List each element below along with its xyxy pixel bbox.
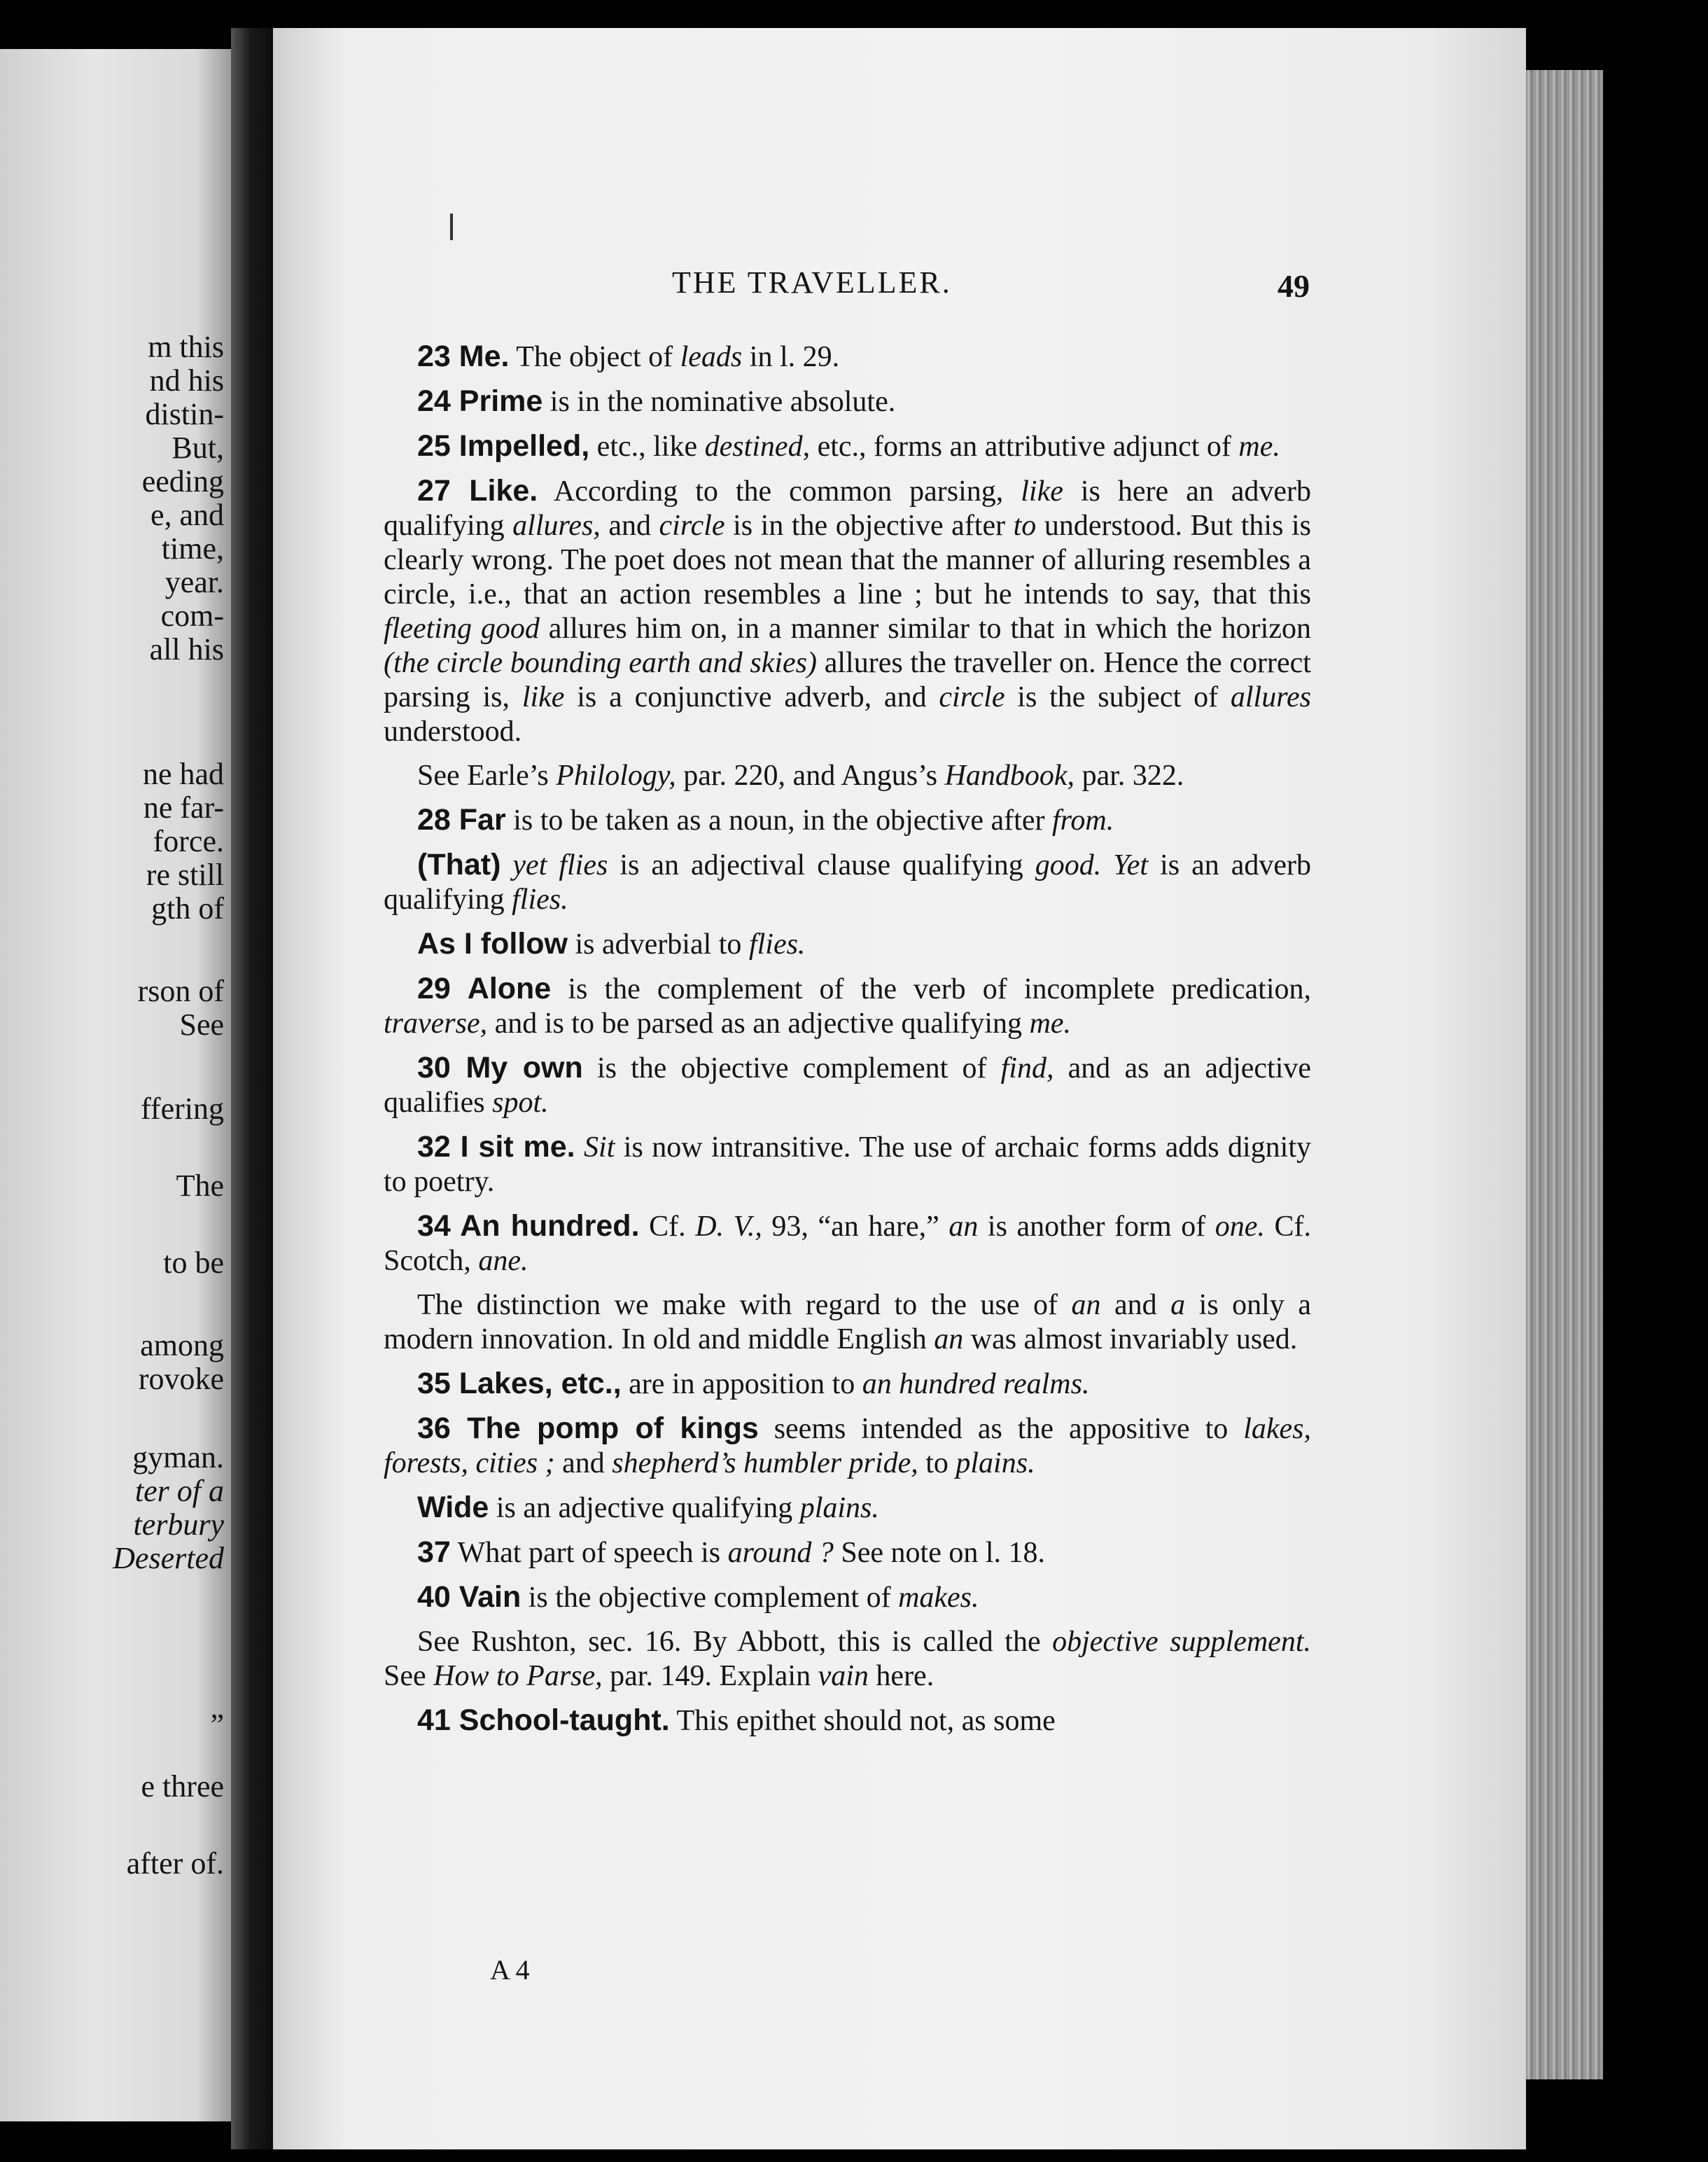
note-text: and xyxy=(1100,1289,1171,1321)
note-paragraph xyxy=(384,972,1311,1041)
note-italic-text: like xyxy=(1021,475,1063,508)
note-paragraph xyxy=(384,429,1311,464)
left-page-line: all his xyxy=(149,632,224,667)
note-paragraph xyxy=(384,759,1311,793)
note-keyword: 28 Far xyxy=(417,803,506,837)
note-italic-text: destined, xyxy=(704,431,811,463)
note-paragraph xyxy=(384,1367,1311,1402)
note-italic-text: yet flies xyxy=(512,849,608,881)
note-italic-text: allures xyxy=(1230,681,1312,713)
left-page-line: gth of xyxy=(151,891,224,926)
left-page-line: to be xyxy=(163,1246,224,1280)
note-text: to xyxy=(918,1447,956,1479)
note-text: is an adjective qualifying xyxy=(489,1492,800,1524)
note-text: See Rushton, sec. 16. By Abbott, this is called the xyxy=(417,1626,1053,1658)
note-text: and is to be parsed as an adjective qualifying xyxy=(487,1007,1030,1040)
note-italic-text: one. xyxy=(1214,1211,1265,1243)
note-italic-text: traverse, xyxy=(384,1007,488,1040)
note-text: is only a modern innovation. In old and middle English xyxy=(384,1289,1311,1355)
left-page-line: after of. xyxy=(126,1846,224,1881)
note-keyword: 32 I sit me. xyxy=(417,1130,575,1164)
note-italic-text: find, xyxy=(1000,1052,1054,1085)
note-italic-text: to xyxy=(1013,510,1037,542)
note-keyword: As I follow xyxy=(417,927,568,961)
note-italic-text: ane. xyxy=(478,1245,528,1277)
note-italic-text: like xyxy=(522,681,565,713)
pen-mark xyxy=(450,214,453,240)
note-paragraph xyxy=(384,1625,1311,1694)
note-italic-text: Handbook, xyxy=(944,760,1075,792)
note-italic-text: circle xyxy=(939,681,1005,713)
note-italic-text: plains. xyxy=(955,1447,1035,1479)
note-italic-text: leads xyxy=(680,341,743,373)
note-keyword: 35 Lakes, etc., xyxy=(417,1367,622,1400)
left-page-line: ne far- xyxy=(143,790,224,825)
note-text: are in apposition to xyxy=(621,1368,862,1400)
note-text: is now intransitive. The use of archaic forms adds dignity to poetry. xyxy=(384,1131,1312,1198)
note-paragraph xyxy=(384,1703,1311,1738)
left-page-line: e, and xyxy=(150,498,224,532)
note-text: is in the nominative absolute. xyxy=(542,386,896,418)
note-italic-text: Yet xyxy=(1113,849,1149,881)
note-paragraph xyxy=(384,1288,1311,1357)
left-page-line: eeding xyxy=(141,464,224,498)
note-text: The distinction we make with regard to the use of xyxy=(417,1289,1072,1321)
signature-mark: A 4 xyxy=(490,1954,530,1986)
note-text: 93, “an hare,” xyxy=(762,1211,949,1243)
note-text xyxy=(1101,849,1113,881)
note-text xyxy=(500,849,512,881)
note-italic-text: objective supplement. xyxy=(1052,1626,1311,1658)
left-page-line: The xyxy=(176,1169,224,1203)
note-text: is another form of xyxy=(978,1211,1215,1243)
left-page-line: m this xyxy=(148,330,224,364)
note-paragraph xyxy=(384,927,1311,962)
note-text: According to the common parsing, xyxy=(538,475,1021,508)
note-italic-text: around ? xyxy=(727,1537,834,1569)
note-italic-text: an hundred realms. xyxy=(862,1368,1090,1400)
note-paragraph xyxy=(384,1535,1311,1570)
note-paragraph xyxy=(384,1209,1311,1278)
note-text: is here an adverb qualifying xyxy=(384,475,1311,542)
note-keyword: 30 My own xyxy=(417,1051,583,1085)
note-italic-text: shepherd’s humbler pride, xyxy=(612,1447,918,1479)
note-keyword: 40 Vain xyxy=(417,1580,522,1614)
left-page-line: ” xyxy=(210,1708,224,1742)
left-page-line: year. xyxy=(164,565,224,599)
left-page-line: com- xyxy=(160,599,224,633)
note-italic-text: allures, xyxy=(512,510,601,542)
left-page-line: ne had xyxy=(142,757,224,791)
left-page-line: re still xyxy=(146,858,224,892)
note-keyword: 23 Me. xyxy=(417,340,510,373)
note-text: Cf. Scotch, xyxy=(384,1211,1312,1277)
note-text: is the complement of the verb of incomplete predication, xyxy=(551,973,1311,1005)
note-text: This epithet should not, as some xyxy=(669,1705,1056,1737)
note-paragraph xyxy=(384,340,1311,375)
note-text: allures him on, in a manner similar to that in which the horizon xyxy=(539,613,1311,645)
note-paragraph xyxy=(384,1411,1311,1481)
note-text: See Earle’s xyxy=(417,760,556,792)
note-text: par. 322. xyxy=(1074,760,1184,792)
note-italic-text: an xyxy=(934,1323,964,1355)
left-page-line: ter of a xyxy=(134,1474,224,1508)
page-number: 49 xyxy=(1278,268,1310,304)
note-text: is an adverb qualifying xyxy=(384,849,1311,916)
note-text: allures the traveller on. Hence the correct parsing is, xyxy=(384,647,1311,713)
left-page-line: rovoke xyxy=(138,1362,224,1396)
left-page-line: among xyxy=(140,1328,224,1362)
note-text: understood. xyxy=(384,716,522,748)
note-text: The object of xyxy=(509,341,680,373)
note-keyword: 24 Prime xyxy=(417,384,543,418)
note-keyword: 25 Impelled, xyxy=(417,429,590,463)
note-text: par. 220, and Angus’s xyxy=(676,760,945,792)
note-text: is an adjectival clause qualifying xyxy=(608,849,1035,881)
left-page-line: force. xyxy=(153,824,224,858)
note-paragraph xyxy=(384,384,1311,419)
left-page-line: Deserted xyxy=(113,1541,224,1575)
note-italic-text: makes. xyxy=(898,1582,979,1614)
note-italic-text: lakes, forests, cities ; xyxy=(384,1413,1311,1479)
note-keyword: Wide xyxy=(417,1491,489,1524)
note-text: See xyxy=(384,1660,434,1692)
note-italic-text: from. xyxy=(1051,804,1114,837)
left-page xyxy=(0,49,231,2121)
book-spine xyxy=(231,28,273,2149)
left-page-line: But, xyxy=(172,431,224,465)
left-page-line: time, xyxy=(161,531,224,566)
note-text: is a conjunctive adverb, and xyxy=(564,681,939,713)
note-paragraph xyxy=(384,803,1311,838)
note-italic-text: vain xyxy=(818,1660,869,1692)
note-paragraph xyxy=(384,1130,1311,1199)
note-italic-text: plains. xyxy=(799,1492,879,1524)
note-text: here. xyxy=(868,1660,934,1692)
note-italic-text: an xyxy=(948,1211,979,1243)
note-italic-text: an xyxy=(1071,1289,1101,1321)
note-keyword: (That) xyxy=(417,848,501,881)
note-keyword: 34 An hundred. xyxy=(417,1209,640,1243)
note-text: is the objective complement of xyxy=(521,1582,899,1614)
left-page-line: nd his xyxy=(149,363,224,398)
notes-body xyxy=(384,340,1311,1748)
note-italic-text: circle xyxy=(659,510,725,542)
note-paragraph xyxy=(384,1051,1311,1120)
note-text: is the objective complement of xyxy=(582,1052,1001,1085)
note-italic-text: D. V., xyxy=(695,1211,762,1243)
note-italic-text: Philology, xyxy=(556,760,676,792)
left-page-line: See xyxy=(179,1007,224,1042)
note-text: and xyxy=(554,1447,612,1479)
note-italic-text: Sit xyxy=(584,1131,615,1164)
left-page-line: rson of xyxy=(137,974,224,1008)
note-keyword: 37 xyxy=(417,1535,451,1569)
left-page-line: ffering xyxy=(141,1092,224,1126)
note-text: etc., forms an attributive adjunct of xyxy=(810,431,1239,463)
running-title: THE TRAVELLER. xyxy=(672,265,952,300)
note-keyword: 29 Alone xyxy=(417,972,552,1005)
note-paragraph xyxy=(384,1491,1311,1526)
note-paragraph xyxy=(384,474,1311,749)
page-edges xyxy=(1526,70,1603,2079)
note-italic-text: (the circle bounding earth and skies) xyxy=(384,647,817,679)
note-text: etc., like xyxy=(589,431,705,463)
note-text: Cf. xyxy=(639,1211,696,1243)
note-text: understood. But this is clearly wrong. The poet does not mean that the manner of alluring resembles a circle, i.e., that an action resembles a line ; but he intends to say, that this xyxy=(384,510,1311,611)
left-page-line: e three xyxy=(141,1769,224,1804)
note-italic-text: How to Parse, xyxy=(433,1660,603,1692)
note-italic-text: spot. xyxy=(492,1087,549,1119)
note-text xyxy=(575,1131,584,1164)
note-paragraph xyxy=(384,1580,1311,1615)
note-text: in l. 29. xyxy=(742,341,840,373)
note-text: is adverbial to xyxy=(568,928,749,961)
note-text: is in the objective after xyxy=(724,510,1014,542)
note-text: What part of speech is xyxy=(450,1537,728,1569)
note-keyword: 27 Like. xyxy=(417,474,538,508)
note-text: seems intended as the appositive to xyxy=(758,1413,1244,1445)
note-italic-text: good. xyxy=(1035,849,1102,881)
left-page-line: distin- xyxy=(145,397,224,431)
note-italic-text: me. xyxy=(1238,431,1280,463)
note-text: See note on l. 18. xyxy=(833,1537,1046,1569)
note-keyword: 41 School-taught. xyxy=(417,1703,670,1737)
note-italic-text: flies. xyxy=(748,928,806,961)
note-text: and xyxy=(600,510,659,542)
note-text: par. 149. Explain xyxy=(602,1660,818,1692)
note-paragraph xyxy=(384,848,1311,917)
left-page-line: gyman. xyxy=(132,1440,224,1474)
left-page-line: terbury xyxy=(133,1507,224,1542)
note-text: was almost invariably used. xyxy=(963,1323,1298,1355)
note-italic-text: flies. xyxy=(512,884,568,916)
note-text: is to be taken as a noun, in the objective after xyxy=(505,804,1052,837)
note-italic-text: fleeting good xyxy=(384,613,540,645)
note-text: and as an adjective qualifies xyxy=(384,1052,1312,1119)
note-italic-text: me. xyxy=(1029,1007,1072,1040)
note-text: is the subject of xyxy=(1004,681,1231,713)
note-keyword: 36 The pomp of kings xyxy=(417,1411,759,1445)
note-italic-text: a xyxy=(1170,1289,1186,1321)
